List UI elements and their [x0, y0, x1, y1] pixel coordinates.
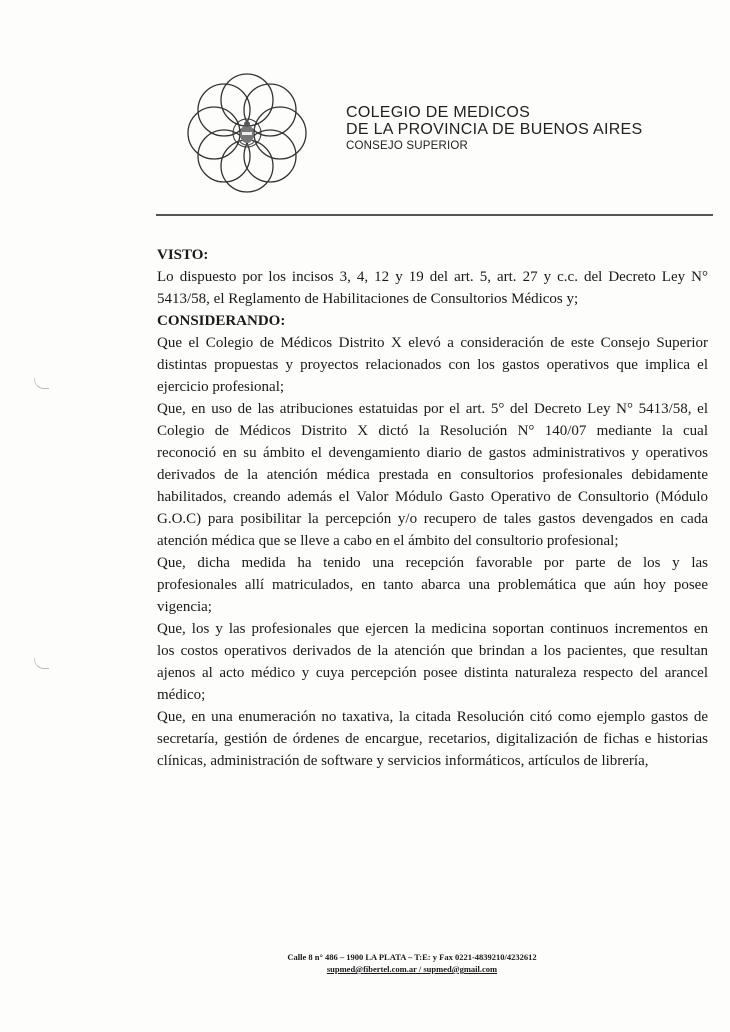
considerando-heading: CONSIDERANDO: [157, 313, 286, 329]
page-footer [0, 951, 730, 975]
footer-address: Calle 8 n° 486 – 1900 LA PLATA – T:E: y Fax 0221-4839210/4232612 [287, 952, 537, 962]
header-divider [156, 214, 713, 216]
text-line: habilitados, creando además el Valor Módulo Gasto Operativo de Consultorio (Módulo [157, 489, 708, 505]
text-line: 5413/58, el Reglamento de Habilitaciones de Consultorios Médicos y; [157, 291, 579, 307]
text-line: Que, en uso de las atribuciones estatuidas por el art. 5° del Decreto Ley N° 5413/58, el [157, 401, 708, 417]
text-line: reconoció en su ámbito el devengamiento diario de gastos administrativos y operativos [157, 445, 708, 461]
paragraph-4 [157, 618, 708, 706]
text-line: Colegio de Médicos Distrito X dictó la Resolución N° 140/07 mediante la cual [157, 423, 708, 439]
text-line: G.O.C) para posibilitar la percepción y/o recupero de tales gastos devengados en cada [157, 511, 708, 527]
text-line: vigencia; [157, 599, 212, 615]
scan-mark [34, 658, 49, 669]
scan-mark [34, 378, 49, 389]
text-line: atención médica que se lleve a cabo en el ámbito del consultorio profesional; [157, 533, 619, 549]
org-line-3: CONSEJO SUPERIOR [346, 140, 469, 152]
text-line: secretaría, gestión de órdenes de encargue, recetarios, digitalización de fichas e historias [157, 731, 708, 747]
text-line: profesionales allí matriculados, en tanto abarca una problemática que aún hoy posee [157, 577, 708, 593]
text-line: Que, en una enumeración no taxativa, la citada Resolución citó como ejemplo gastos de [157, 709, 708, 725]
paragraph-1 [157, 332, 708, 398]
text-line: Que el Colegio de Médicos Distrito X elevó a consideración de este Consejo Superior [157, 335, 708, 351]
paragraph-5 [157, 706, 708, 772]
paragraph-2 [157, 398, 708, 552]
college-logo [172, 58, 322, 208]
visto-heading: VISTO: [157, 247, 209, 263]
text-line: ajenos al acto médico y cuya percepción posee distinta naturaleza respecto del arancel [157, 665, 708, 681]
paragraph-3 [157, 552, 708, 618]
text-line: derivados de la atención médica prestada en consultorios profesionales debidamente [157, 467, 708, 483]
text-line: clínicas, administración de software y servicios informáticos, artículos de librería, [157, 753, 649, 769]
text-line: Lo dispuesto por los incisos 3, 4, 12 y 19 del art. 5, art. 27 y c.c. del Decreto Ley N° [157, 269, 708, 285]
text-line: Que, los y las profesionales que ejercen la medicina soportan continuos incrementos en [157, 621, 708, 637]
organization-name [346, 104, 643, 154]
text-line: médico; [157, 687, 206, 703]
org-line-1: COLEGIO DE MEDICOS [346, 104, 531, 121]
footer-emails[interactable]: supmed@fibertel.com.ar / supmed@gmail.com [326, 964, 498, 974]
text-line: ejercicio profesional; [157, 379, 285, 395]
text-line: Que, dicha medida ha tenido una recepción favorable por parte de los y las [157, 555, 708, 571]
text-line: distintas propuestas y proyectos relacionados con los gastos operativos que implica el [157, 357, 708, 373]
document-body [157, 244, 708, 772]
org-line-2: DE LA PROVINCIA DE BUENOS AIRES [346, 121, 643, 138]
visto-paragraph [157, 266, 708, 310]
text-line: los costos operativos derivados de la atención que brindan a los pacientes, que resultan [157, 643, 708, 659]
